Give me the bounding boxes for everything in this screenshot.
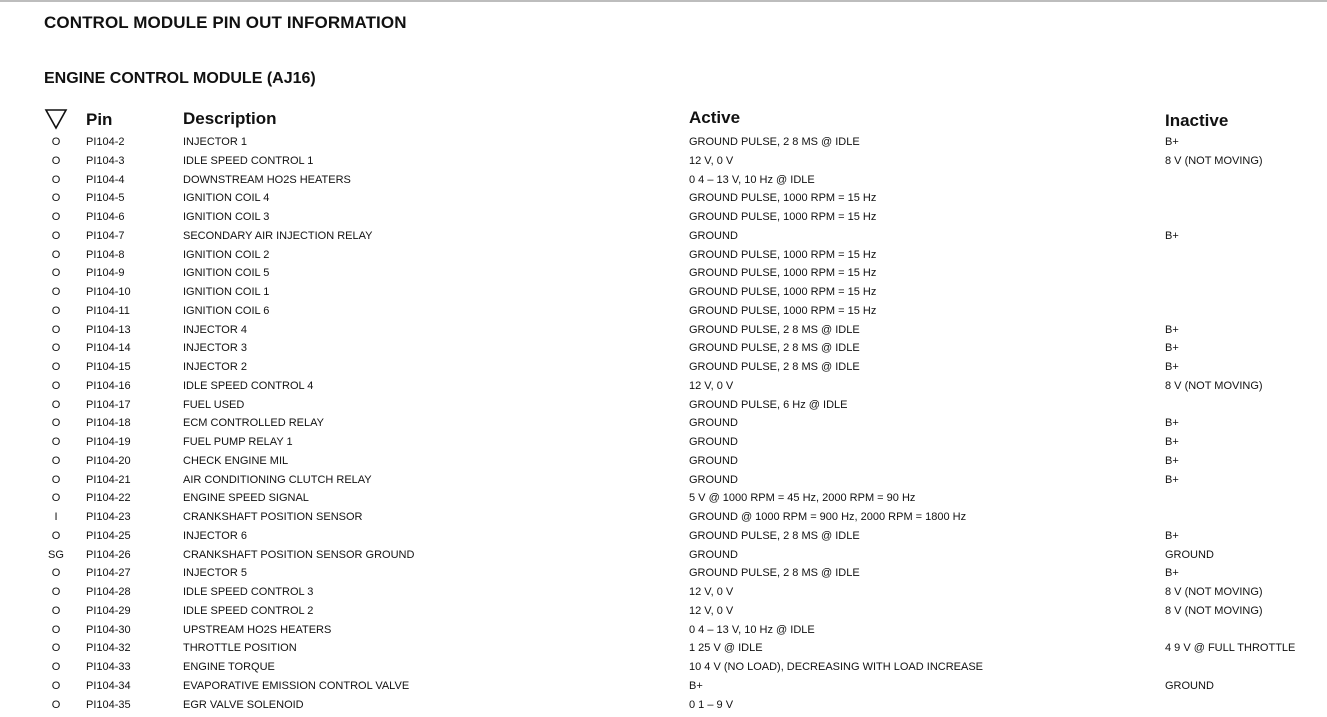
description-cell: IGNITION COIL 2 — [183, 248, 270, 261]
pin-id-cell: PI104-16 — [86, 379, 131, 392]
pin-type-cell: O — [51, 342, 61, 355]
pin-table — [0, 133, 1327, 714]
pin-type-cell: O — [51, 192, 61, 205]
active-cell: GROUND — [689, 454, 738, 467]
pin-type-cell: O — [51, 267, 61, 280]
pin-type-cell: SG — [48, 548, 64, 561]
description-cell: CRANKSHAFT POSITION SENSOR — [183, 511, 363, 523]
pin-id-cell: PI104-13 — [86, 323, 131, 336]
active-cell: GROUND PULSE, 2 8 MS @ IDLE — [689, 323, 860, 336]
pin-type-cell: O — [51, 567, 61, 580]
pin-type-cell: O — [51, 492, 61, 505]
table-row — [0, 152, 1327, 171]
pin-type-cell: O — [51, 454, 61, 467]
table-row — [0, 227, 1327, 246]
table-row — [0, 302, 1327, 321]
active-cell: 12 V, 0 V — [689, 154, 734, 167]
pin-id-cell: PI104-9 — [86, 267, 125, 280]
table-row — [0, 696, 1327, 715]
pin-id-cell: PI104-25 — [86, 529, 131, 542]
table-row — [0, 396, 1327, 415]
description-cell: IGNITION COIL 3 — [183, 211, 270, 223]
io-type-triangle-icon — [44, 108, 68, 130]
description-cell: FUEL USED — [183, 398, 245, 411]
pin-type-cell: O — [51, 642, 61, 655]
inactive-cell: GROUND — [1165, 679, 1214, 692]
inactive-cell: B+ — [1165, 473, 1179, 486]
pin-id-cell: PI104-2 — [86, 136, 125, 148]
description-cell: ENGINE TORQUE — [183, 661, 275, 673]
table-row — [0, 508, 1327, 527]
inactive-cell: B+ — [1165, 136, 1179, 148]
pin-type-cell: O — [51, 136, 61, 148]
pin-id-cell: PI104-30 — [86, 623, 131, 636]
table-row — [0, 583, 1327, 602]
description-cell: FUEL PUMP RELAY 1 — [183, 436, 293, 448]
pin-id-cell: PI104-11 — [86, 304, 130, 317]
pin-id-cell: PI104-14 — [86, 342, 131, 355]
table-row — [0, 339, 1327, 358]
description-cell: IDLE SPEED CONTROL 2 — [183, 604, 314, 617]
inactive-cell: 8 V (NOT MOVING) — [1165, 586, 1263, 598]
pin-type-cell: O — [51, 323, 61, 336]
description-cell: IGNITION COIL 1 — [183, 286, 270, 298]
table-row — [0, 433, 1327, 452]
table-row — [0, 602, 1327, 621]
pin-type-cell: O — [51, 229, 61, 242]
active-cell: 5 V @ 1000 RPM = 45 Hz, 2000 RPM = 90 Hz — [689, 492, 916, 505]
pin-id-cell: PI104-29 — [86, 604, 131, 617]
pin-id-cell: PI104-20 — [86, 454, 131, 467]
table-row — [0, 321, 1327, 340]
description-cell: INJECTOR 3 — [183, 342, 247, 355]
active-cell: 0 1 – 9 V — [689, 698, 734, 711]
top-divider — [0, 0, 1327, 2]
page-title: CONTROL MODULE PIN OUT INFORMATION — [44, 13, 407, 32]
active-cell: GROUND PULSE, 1000 RPM = 15 Hz — [689, 248, 877, 261]
pin-type-cell: O — [51, 248, 61, 261]
pin-id-cell: PI104-21 — [86, 473, 131, 486]
pin-type-cell: O — [51, 436, 61, 448]
pin-type-cell: O — [51, 623, 61, 636]
pin-id-cell: PI104-4 — [86, 173, 125, 186]
table-row — [0, 208, 1327, 227]
inactive-cell: 8 V (NOT MOVING) — [1165, 379, 1263, 392]
description-cell: THROTTLE POSITION — [183, 642, 297, 655]
pin-id-cell: PI104-35 — [86, 698, 131, 711]
pin-id-cell: PI104-18 — [86, 417, 131, 430]
active-cell: GROUND — [689, 436, 738, 448]
pin-id-cell: PI104-27 — [86, 567, 131, 580]
pin-type-cell: O — [51, 661, 61, 673]
active-cell: 0 4 – 13 V, 10 Hz @ IDLE — [689, 623, 815, 636]
pin-type-cell: O — [51, 379, 61, 392]
inactive-cell: 8 V (NOT MOVING) — [1165, 154, 1263, 167]
active-cell: GROUND PULSE, 2 8 MS @ IDLE — [689, 567, 860, 580]
description-cell: IGNITION COIL 6 — [183, 304, 270, 317]
pin-id-cell: PI104-3 — [86, 154, 125, 167]
active-cell: 0 4 – 13 V, 10 Hz @ IDLE — [689, 173, 815, 186]
inactive-cell: 4 9 V @ FULL THROTTLE — [1165, 642, 1296, 655]
inactive-cell: B+ — [1165, 567, 1179, 580]
description-cell: IDLE SPEED CONTROL 4 — [183, 379, 314, 392]
description-cell: IGNITION COIL 5 — [183, 267, 270, 280]
module-title: ENGINE CONTROL MODULE (AJ16) — [44, 70, 316, 87]
active-cell: GROUND PULSE, 1000 RPM = 15 Hz — [689, 304, 877, 317]
pin-type-cell: O — [51, 286, 61, 298]
pin-type-cell: O — [51, 473, 61, 486]
table-row — [0, 527, 1327, 546]
table-row — [0, 264, 1327, 283]
pin-id-cell: PI104-23 — [86, 511, 131, 523]
pin-id-cell: PI104-19 — [86, 436, 131, 448]
pin-type-cell: O — [51, 304, 61, 317]
active-cell: 12 V, 0 V — [689, 586, 734, 598]
active-cell: GROUND PULSE, 2 8 MS @ IDLE — [689, 529, 860, 542]
description-cell: EVAPORATIVE EMISSION CONTROL VALVE — [183, 679, 410, 692]
active-cell: 12 V, 0 V — [689, 604, 734, 617]
pin-id-cell: PI104-5 — [86, 192, 125, 205]
pin-type-cell: O — [51, 417, 61, 430]
description-cell: ENGINE SPEED SIGNAL — [183, 492, 309, 505]
active-cell: GROUND — [689, 548, 738, 561]
pin-id-cell: PI104-32 — [86, 642, 131, 655]
pin-id-cell: PI104-7 — [86, 229, 125, 242]
active-cell: GROUND PULSE, 6 Hz @ IDLE — [689, 398, 848, 411]
column-header-description: Description — [183, 109, 277, 128]
table-row — [0, 677, 1327, 696]
description-cell: DOWNSTREAM HO2S HEATERS — [183, 173, 351, 186]
table-row — [0, 171, 1327, 190]
pin-type-cell: O — [51, 698, 61, 711]
active-cell: GROUND — [689, 417, 738, 430]
pin-id-cell: PI104-34 — [86, 679, 131, 692]
description-cell: INJECTOR 6 — [183, 529, 247, 542]
inactive-cell: B+ — [1165, 529, 1179, 542]
active-cell: 1 25 V @ IDLE — [689, 642, 763, 655]
active-cell: GROUND PULSE, 2 8 MS @ IDLE — [689, 361, 860, 373]
active-cell: GROUND @ 1000 RPM = 900 Hz, 2000 RPM = 1800 Hz — [689, 511, 967, 523]
column-header-pin: Pin — [86, 110, 113, 129]
active-cell: GROUND PULSE, 1000 RPM = 15 Hz — [689, 211, 877, 223]
description-cell: ECM CONTROLLED RELAY — [183, 417, 324, 430]
description-cell: EGR VALVE SOLENOID — [183, 698, 304, 711]
inactive-cell: B+ — [1165, 454, 1179, 467]
table-row — [0, 489, 1327, 508]
inactive-cell: B+ — [1165, 229, 1179, 242]
active-cell: 10 4 V (NO LOAD), DECREASING WITH LOAD INCREASE — [689, 661, 984, 673]
description-cell: IDLE SPEED CONTROL 1 — [183, 154, 314, 167]
table-row — [0, 546, 1327, 565]
pin-id-cell: PI104-28 — [86, 586, 131, 598]
description-cell: INJECTOR 4 — [183, 323, 247, 336]
column-header-active: Active — [689, 108, 741, 127]
description-cell: IDLE SPEED CONTROL 3 — [183, 586, 314, 598]
description-cell: AIR CONDITIONING CLUTCH RELAY — [183, 473, 372, 486]
description-cell: UPSTREAM HO2S HEATERS — [183, 623, 332, 636]
column-header-inactive: Inactive — [1165, 111, 1229, 130]
active-cell: GROUND PULSE, 2 8 MS @ IDLE — [689, 342, 860, 355]
inactive-cell: B+ — [1165, 342, 1179, 355]
table-row — [0, 358, 1327, 377]
description-cell: INJECTOR 1 — [183, 136, 247, 148]
pin-id-cell: PI104-10 — [86, 286, 131, 298]
active-cell: GROUND PULSE, 2 8 MS @ IDLE — [689, 136, 860, 148]
pin-type-cell: O — [51, 211, 61, 223]
description-cell: INJECTOR 2 — [183, 361, 247, 373]
pin-type-cell: O — [51, 154, 61, 167]
table-row — [0, 189, 1327, 208]
description-cell: SECONDARY AIR INJECTION RELAY — [183, 229, 373, 242]
pin-id-cell: PI104-6 — [86, 211, 125, 223]
table-row — [0, 658, 1327, 677]
pin-type-cell: O — [51, 361, 61, 373]
inactive-cell: 8 V (NOT MOVING) — [1165, 604, 1263, 617]
table-row — [0, 283, 1327, 302]
active-cell: GROUND PULSE, 1000 RPM = 15 Hz — [689, 192, 877, 205]
table-row — [0, 133, 1327, 152]
pin-type-cell: I — [54, 511, 58, 523]
active-cell: GROUND — [689, 473, 738, 486]
pin-id-cell: PI104-26 — [86, 548, 131, 561]
active-cell: GROUND PULSE, 1000 RPM = 15 Hz — [689, 267, 877, 280]
inactive-cell: B+ — [1165, 323, 1179, 336]
description-cell: IGNITION COIL 4 — [183, 192, 270, 205]
pin-type-cell: O — [51, 604, 61, 617]
table-row — [0, 621, 1327, 640]
table-row — [0, 414, 1327, 433]
description-cell: CHECK ENGINE MIL — [183, 454, 289, 467]
table-row — [0, 377, 1327, 396]
table-row — [0, 639, 1327, 658]
table-row — [0, 246, 1327, 265]
pin-type-cell: O — [51, 586, 61, 598]
active-cell: GROUND — [689, 229, 738, 242]
table-row — [0, 564, 1327, 583]
pin-type-cell: O — [51, 173, 61, 186]
active-cell: 12 V, 0 V — [689, 379, 734, 392]
pin-id-cell: PI104-15 — [86, 361, 131, 373]
table-row — [0, 452, 1327, 471]
pin-type-cell: O — [51, 679, 61, 692]
pin-id-cell: PI104-17 — [86, 398, 131, 411]
description-cell: INJECTOR 5 — [183, 567, 247, 580]
pin-type-cell: O — [51, 398, 61, 411]
inactive-cell: B+ — [1165, 361, 1179, 373]
pin-id-cell: PI104-8 — [86, 248, 125, 261]
inactive-cell: B+ — [1165, 417, 1179, 430]
inactive-cell: GROUND — [1165, 548, 1214, 561]
pin-id-cell: PI104-33 — [86, 661, 131, 673]
active-cell: GROUND PULSE, 1000 RPM = 15 Hz — [689, 286, 877, 298]
inactive-cell: B+ — [1165, 436, 1179, 448]
description-cell: CRANKSHAFT POSITION SENSOR GROUND — [183, 548, 415, 561]
table-row — [0, 471, 1327, 490]
active-cell: B+ — [689, 679, 703, 692]
pin-id-cell: PI104-22 — [86, 492, 131, 505]
pin-type-cell: O — [51, 529, 61, 542]
